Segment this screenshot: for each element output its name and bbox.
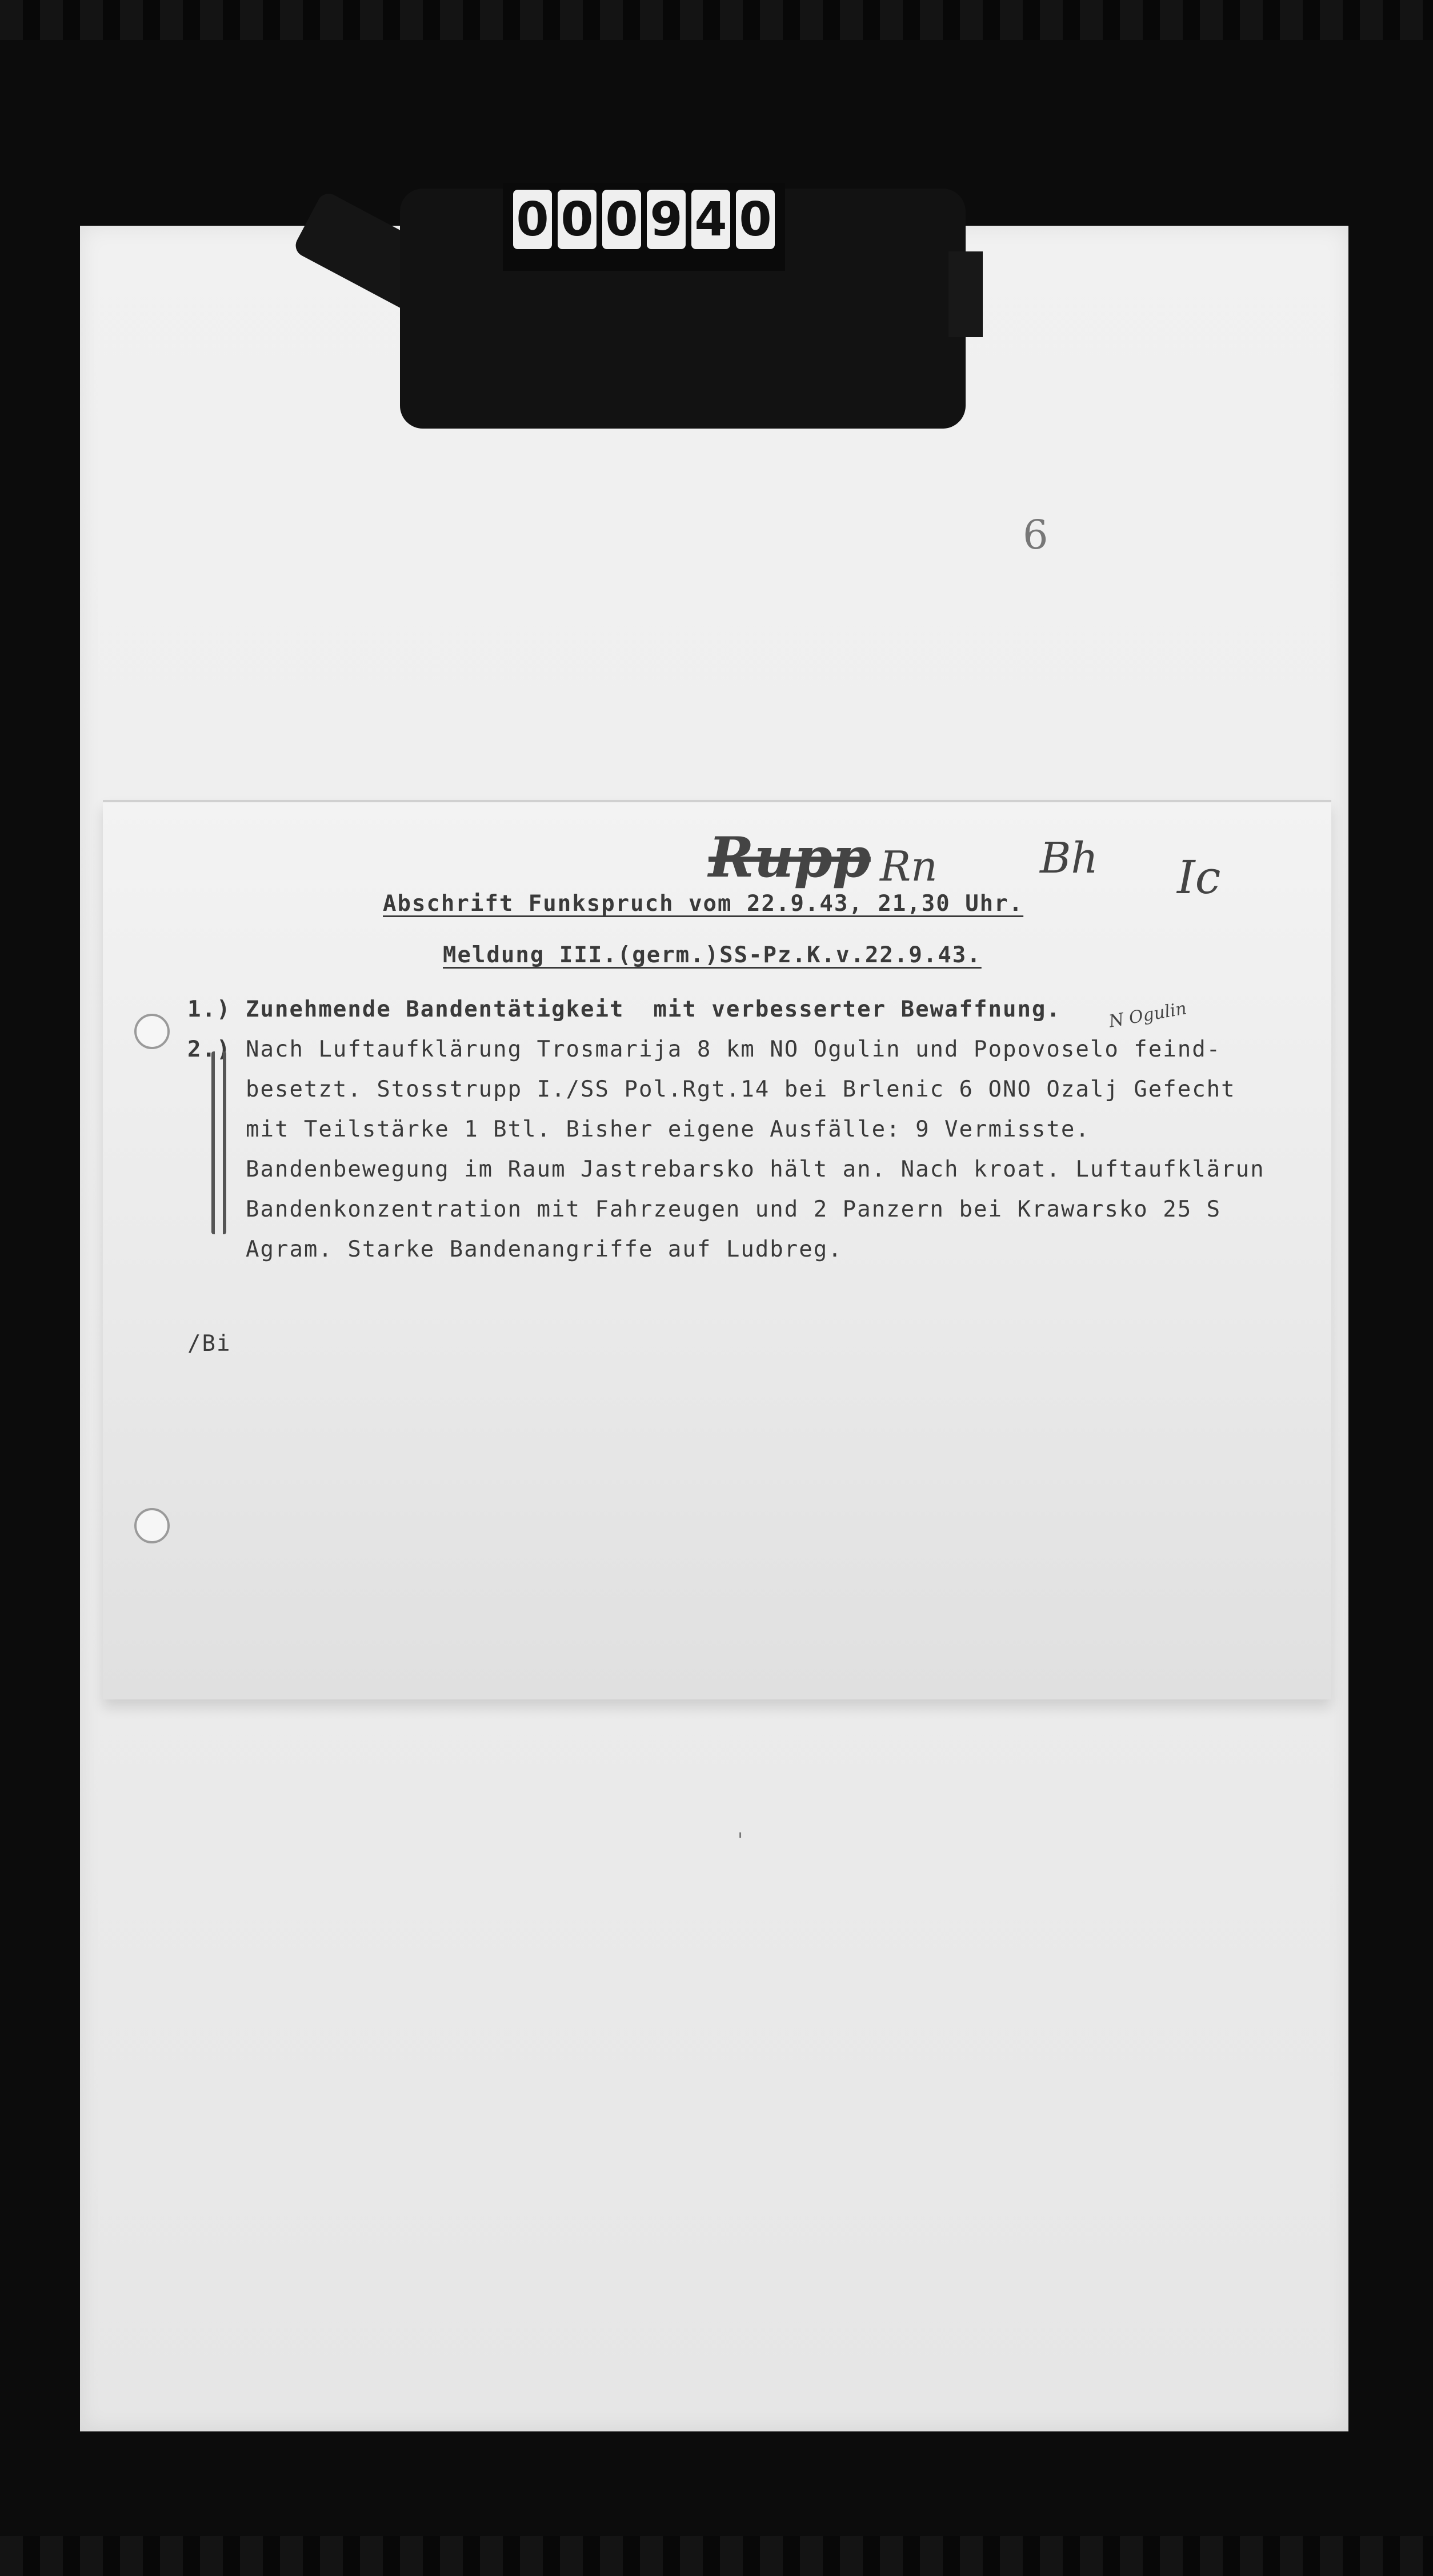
handwritten-initials: Rupp (709, 825, 871, 890)
punch-hole-lower (134, 1508, 170, 1543)
counter-digit: 0 (513, 190, 552, 249)
item-line: Bandenkonzentration mit Fahrzeugen und 2 Panzern bei Krawarsko 25 S (246, 1197, 1222, 1222)
message-subtitle: Meldung III.(germ.)SS-Pz.K.v.22.9.43. (443, 942, 982, 968)
film-edge-bottom (0, 2536, 1433, 2576)
message-title: Abschrift Funkspruch vom 22.9.43, 21,30 Uhr. (383, 891, 1024, 917)
margin-mark (211, 1051, 226, 1234)
item-line: Bandenbewegung im Raum Jastrebarsko hält an. Nach kroat. Luftaufklärun (246, 1157, 1265, 1182)
item-number: 1.) (187, 997, 231, 1022)
item-line: Nach Luftaufklärung Trosmarija 8 km NO Ogulin und Popovoselo feind- (246, 1037, 1222, 1062)
item-line: Agram. Starke Bandenangriffe auf Ludbreg. (246, 1237, 843, 1262)
punch-hole-upper (134, 1014, 170, 1049)
handwritten-note: N Ogulin (1107, 998, 1188, 1032)
counter-digit: 0 (602, 190, 641, 249)
clip-arm (948, 251, 983, 337)
item-line: mit Teilstärke 1 Btl. Bisher eigene Ausfälle: 9 Vermisste. (246, 1117, 1090, 1142)
counter-digit: 9 (647, 190, 686, 249)
item-number: 2.) (187, 1037, 231, 1062)
item-line: besetzt. Stosstrupp I./SS Pol.Rgt.14 bei Brlenic 6 ONO Ozalj Gefecht (246, 1077, 1236, 1102)
radio-message-card (103, 800, 1331, 1699)
pen-mark: 6 (1023, 511, 1048, 558)
frame-counter (503, 183, 785, 271)
handwritten-initials-third: Bh (1040, 834, 1099, 883)
handwritten-stamp: Ic (1177, 851, 1221, 904)
counter-digit: 0 (558, 190, 597, 249)
reference-mark: /Bi (187, 1331, 231, 1357)
counter-digit: 0 (736, 190, 775, 249)
item-line: Zunehmende Bandentätigkeit mit verbesserter Bewaffnung. (246, 997, 1061, 1022)
handwritten-initials-second: Rn (880, 842, 938, 890)
small-mark: ˌ (737, 1814, 743, 1841)
film-edge-top (0, 0, 1433, 40)
counter-digit: 4 (691, 190, 730, 249)
